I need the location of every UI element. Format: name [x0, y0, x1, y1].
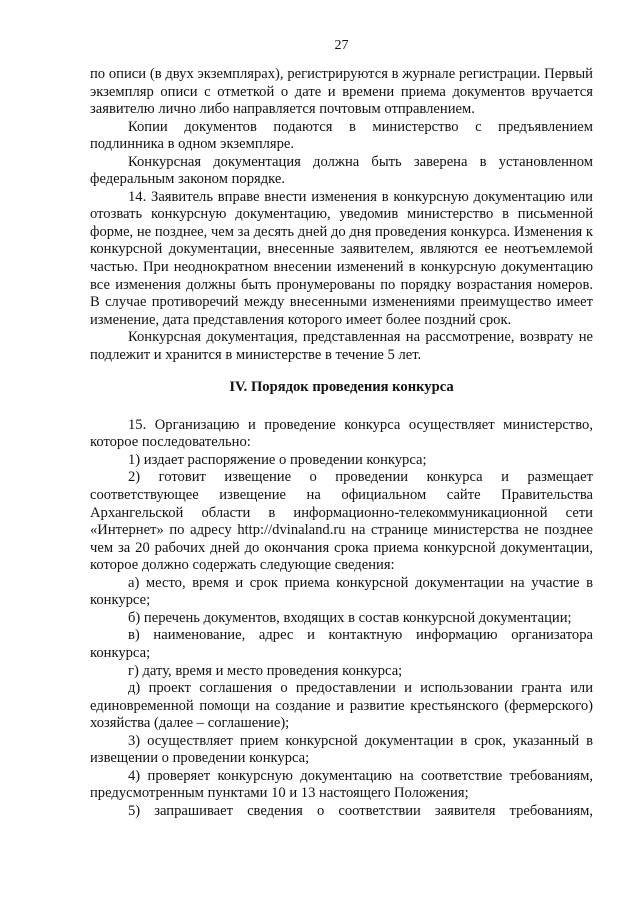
- paragraph: 1) издает распоряжение о проведении конкурса;: [128, 451, 427, 468]
- paragraph: г) дату, время и место проведения конкурса;: [128, 662, 403, 679]
- paragraph: Копии документов подаются в министерство с предъявлением подлинника в одном экземпляре.: [90, 118, 593, 153]
- paragraph: 15. Организацию и проведение конкурса осуществляет министерство, которое последовательно:: [90, 416, 593, 451]
- section-heading: IV. Порядок проведения конкурса: [229, 379, 454, 396]
- paragraph: в) наименование, адрес и контактную информацию организатора конкурса;: [90, 627, 593, 661]
- paragraph: а) место, время и срок приема конкурсной документации на участие в конкурсе;: [90, 574, 593, 609]
- paragraph: 14. Заявитель вправе внести изменения в конкурсную документацию или отозвать конкурсную документацию, уведомив министерство в письменной форме, не позднее, чем за десять дней до дня проведения конкурса. Изменения к конкурсной документации, внесенные заявителем, являются ее неотъемлемой частью. При неоднократном внесении изменений в конкурсную документацию все изменения должны быть пронумерованы по порядку возрастания номеров. В случае противоречий между внесенными изменениями преимущество имеет изменение, дата представления которого имеет более поздний срок.: [90, 188, 593, 328]
- paragraph: 3) осуществляет прием конкурсной документации в срок, указанный в извещении о проведении конкурса;: [90, 732, 593, 767]
- paragraph: по описи (в двух экземплярах), регистрируются в журнале регистрации. Первый экземпляр описи с отметкой о дате и времени приема документов вручается заявителю лично либо направляется почтовым отправлением.: [90, 66, 593, 118]
- paragraph: б) перечень документов, входящих в состав конкурсной документации;: [128, 609, 572, 626]
- paragraph: Конкурсная документация должна быть заверена в установленном федеральным законом порядке.: [90, 153, 593, 188]
- paragraph: д) проект соглашения о предоставлении и использовании гранта или единовременной помощи на создание и развитие крестьянского (фермерского) хозяйства (далее – соглашение);: [90, 680, 593, 732]
- document-page: [90, 0, 593, 905]
- page-content: [90, 66, 593, 820]
- paragraph: 5) запрашивает сведения о соответствии заявителя требованиям,: [128, 802, 593, 819]
- paragraph: 2) готовит извещение о проведении конкурса и размещает соответствующее извещение на официальном сайте Правительства Архангельской области в информационно-телекоммуникационной сети «Интернет» по адресу http://dvinaland.ru на странице министерства не позднее чем за 20 рабочих дней до окончания срока приема конкурсной документации, которое должно содержать следующие сведения:: [90, 469, 593, 574]
- paragraphs-before-heading: [90, 66, 593, 364]
- page-number: 27: [334, 38, 349, 53]
- paragraph: Конкурсная документация, представленная на рассмотрение, возврату не подлежит и хранится в министерстве в течение 5 лет.: [90, 329, 593, 363]
- paragraphs-after-heading: [90, 417, 593, 821]
- paragraph: 4) проверяет конкурсную документацию на соответствие требованиям, предусмотренным пунктами 10 и 13 настоящего Положения;: [90, 767, 593, 802]
